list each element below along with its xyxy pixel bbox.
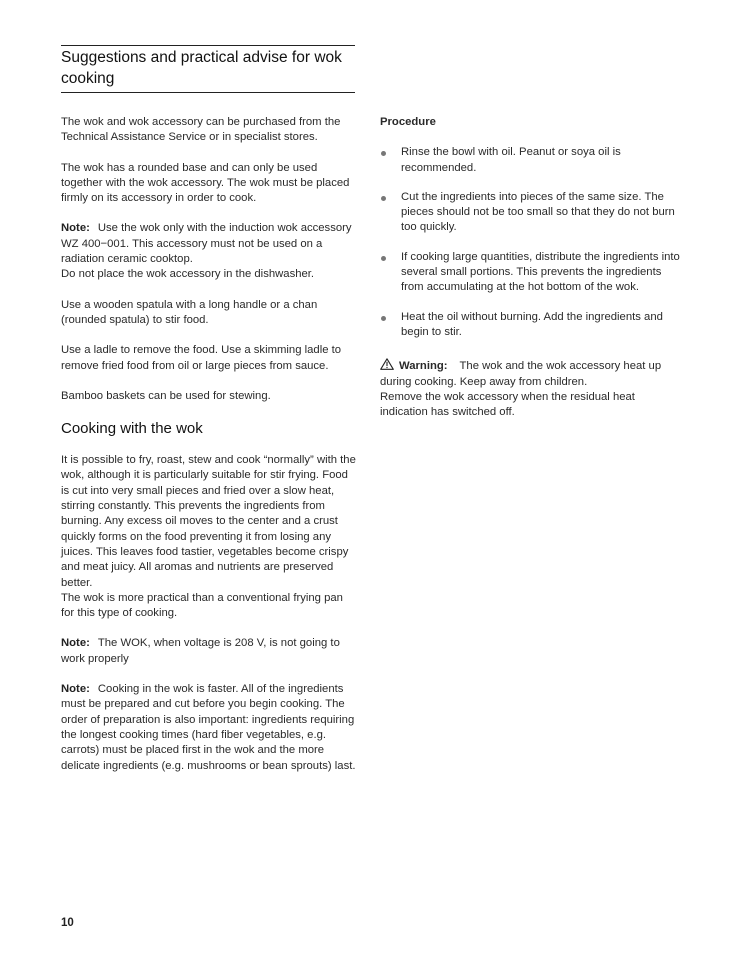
note-label: Note: [61, 222, 90, 235]
note-text: Cooking in the wok is faster. All of the ingredients must be prepared and cut before you begin cooking. The order of preparation is also important: ingredients requiring the longest cooking times (hard fiber vegetables, e.g. carrots) must be placed first in the wok and the more delicate ingredients (e.g. mushrooms or bean sprouts) last. [61, 683, 356, 772]
warning-block [380, 358, 680, 420]
warning-triangle-icon [380, 358, 394, 370]
list-item-text: Heat the oil without burning. Add the ingredients and begin to stir. [401, 310, 663, 338]
paragraph-purchase: The wok and wok accessory can be purchased from the Technical Assistance Service or in specialist stores. [61, 116, 341, 144]
list-item-text: Cut the ingredients into pieces of the same size. The pieces should not be too small so that they do not burn too quickly. [401, 190, 675, 234]
list-item [380, 190, 680, 236]
left-column [61, 115, 359, 789]
list-item-text: Rinse the bowl with oil. Peanut or soya oil is recommended. [401, 146, 621, 174]
title-box [61, 45, 355, 93]
paragraph-rounded-base: The wok has a rounded base and can only be used together with the wok accessory. The wok must be placed firmly on its accessory in order to cook. [61, 161, 350, 205]
paragraph-ladle: Use a ladle to remove the food. Use a skimming ladle to remove fried food from oil or large pieces from sauce. [61, 344, 342, 372]
warning-text: The wok and the wok accessory heat up during cooking. Keep away from children. [380, 360, 662, 388]
bullet-icon [381, 256, 386, 261]
paragraph-cooking [61, 453, 359, 621]
list-item-text: If cooking large quantities, distribute the ingredients into several small portions. This prevents the ingredients from accumulating at the hot bottom of the wok. [401, 250, 680, 294]
list-item [380, 250, 680, 296]
procedure-list [380, 145, 680, 340]
page-number: 10 [61, 917, 74, 929]
section-heading: Cooking with the wok [61, 420, 203, 438]
right-column [380, 115, 680, 435]
list-item [380, 310, 680, 341]
paragraph-cooking-text: It is possible to fry, roast, stew and cook “normally” with the wok, although it is particularly suitable for stir frying. Food is cut into very small pieces and fried over a slow heat, stirring constantly. This prevents the ingredients from burning. Any excess oil moves to the center and a crust quickly forms on the food preventing it from losing any juices. This leaves food tastier, vegetables become crispy and meat juicy. All aromas and nutrients are preserved better. [61, 454, 356, 589]
procedure-title: Procedure [380, 116, 436, 128]
bullet-icon [381, 196, 386, 201]
note-text: The WOK, when voltage is 208 V, is not going to work properly [61, 637, 340, 665]
note-label: Note: [61, 637, 90, 650]
paragraph-spatula: Use a wooden spatula with a long handle or a chan (rounded spatula) to stir food. [61, 298, 318, 326]
paragraph-bamboo: Bamboo baskets can be used for stewing. [61, 389, 271, 402]
warning-text-2: Remove the wok accessory when the residual heat indication has switched off. [380, 390, 635, 419]
note-label: Note: [61, 683, 90, 696]
note-text: Use the wok only with the induction wok accessory WZ 400−001. This accessory must not be used on a radiation ceramic cooktop. [61, 222, 352, 266]
paragraph-cooking-text-2: The wok is more practical than a conventional frying pan for this type of cooking. [61, 591, 343, 620]
bullet-icon [381, 151, 386, 156]
note-faster [61, 682, 359, 774]
note-text-dishwasher: Do not place the wok accessory in the dishwasher. [61, 268, 315, 281]
note-induction [61, 221, 359, 282]
page-title: Suggestions and practical advise for wok cooking [61, 49, 342, 87]
note-voltage [61, 636, 359, 667]
list-item [380, 145, 680, 176]
warning-label: Warning: [399, 360, 448, 373]
bullet-icon [381, 316, 386, 321]
